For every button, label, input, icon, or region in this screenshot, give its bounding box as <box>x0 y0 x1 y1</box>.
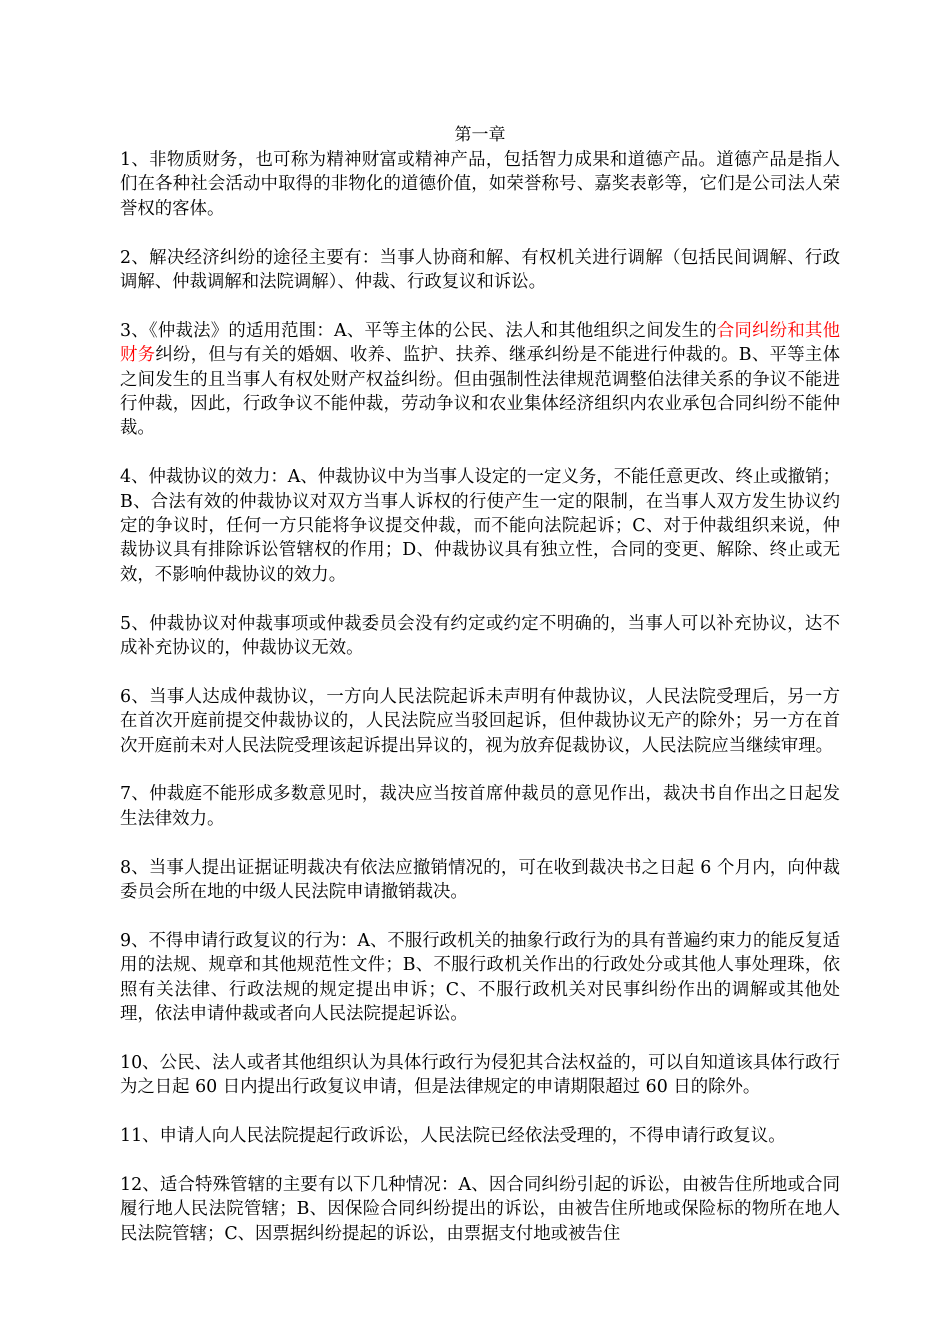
paragraph-7: 7、仲裁庭不能形成多数意见时，裁决应当按首席仲裁员的意见作出，裁决书自作出之日起发生法律效力。 <box>120 784 840 829</box>
paragraph-3-after: 纠纷，但与有关的婚姻、收养、监护、扶养、继承纠纷是不能进行仲裁的。B、平等主体之间发生的且当事人有权处财产权益纠纷。但由强制性法律规范调整伯法律关系的争议不能进行仲裁，因此，行政争议不能仲裁，劳动争议和农业集体经济组织内农业承包合同纠纷不能仲裁。 <box>120 345 840 439</box>
paragraph-2: 2、解决经济纠纷的途径主要有：当事人协商和解、有权机关进行调解（包括民间调解、行政调解、仲裁调解和法院调解）、仲裁、行政复议和诉讼。 <box>120 247 840 293</box>
paragraph-5: 5、仲裁协议对仲裁事项或仲裁委员会没有约定或约定不明确的，当事人可以补充协议，达不成补充协议的，仲裁协议无效。 <box>120 613 840 659</box>
chapter-title: 第一章 <box>454 125 506 145</box>
paragraph-3-before: 3、《仲裁法》的适用范围：A、平等主体的公民、法人和其他组织之间发生的 <box>120 320 717 341</box>
paragraph-8: 8、当事人提出证据证明裁决有依法应撤销情况的，可在收到裁决书之日起 6 个月内，向仲裁委员会所在地的中级人民法院申请撤销裁决。 <box>120 857 840 903</box>
paragraph-10: 10、公民、法人或者其他组织认为具体行政行为侵犯其合法权益的，可以自知道该具体行政行为之日起 60 日内提出行政复议申请，但是法律规定的申请期限超过 60 日的除外。 <box>120 1052 840 1098</box>
document-page <box>120 124 840 1271</box>
paragraph-4: 4、仲裁协议的效力：A、仲裁协议中为当事人设定的一定义务，不能任意更改、终止或撤销；B、合法有效的仲裁协议对双方当事人诉权的行使产生一定的限制，在当事人双方发生协议约定的争议时，任何一方只能将争议提交仲裁，而不能向法院起诉；C、对于仲裁组织来说，仲裁协议具有排除诉讼管辖权的作用；D、仲裁协议具有独立性，合同的变更、解除、终止或无效，不影响仲裁协议的效力。 <box>120 467 840 585</box>
paragraph-3-highlight: 合同纠纷和其他财务 <box>120 320 840 366</box>
paragraph-12: 12、适合特殊管辖的主要有以下几种情况：A、因合同纠纷引起的诉讼，由被告住所地或合同履行地人民法院管辖；B、因保险合同纠纷提出的诉讼，由被告住所地或保险标的物所在地人民法院管辖；C、因票据纠纷提起的诉讼，由票据支付地或被告住 <box>120 1174 840 1244</box>
paragraph-11: 11、申请人向人民法院提起行政诉讼，人民法院已经依法受理的，不得申请行政复议。 <box>120 1126 786 1147</box>
paragraph-1: 1、非物质财务，也可称为精神财富或精神产品，包括智力成果和道德产品。道德产品是指人们在各种社会活动中取得的非物化的道德价值，如荣誉称号、嘉奖表彰等，它们是公司法人荣誉权的客体。 <box>120 150 840 219</box>
paragraph-9: 9、不得申请行政复议的行为：A、不服行政机关的抽象行政行为的具有普遍约束力的能反复适用的法规、规章和其他规范性文件；B、不服行政机关作出的行政处分或其他人事处理珠，依照有关法律、行政法规的规定提出申诉；C、不服行政机关对民事纠纷作出的调解或其他处理，依法申请仲裁或者向人民法院提起诉讼。 <box>120 930 840 1025</box>
paragraph-6: 6、当事人达成仲裁协议，一方向人民法院起诉未声明有仲裁协议，人民法院受理后，另一方在首次开庭前提交仲裁协议的，人民法院应当驳回起诉，但仲裁协议无产的除外；另一方在首次开庭前未对人民法院受理该起诉提出异议的，视为放弃促裁协议，人民法院应当继续审理。 <box>120 686 840 756</box>
paragraph-3 <box>120 319 840 441</box>
